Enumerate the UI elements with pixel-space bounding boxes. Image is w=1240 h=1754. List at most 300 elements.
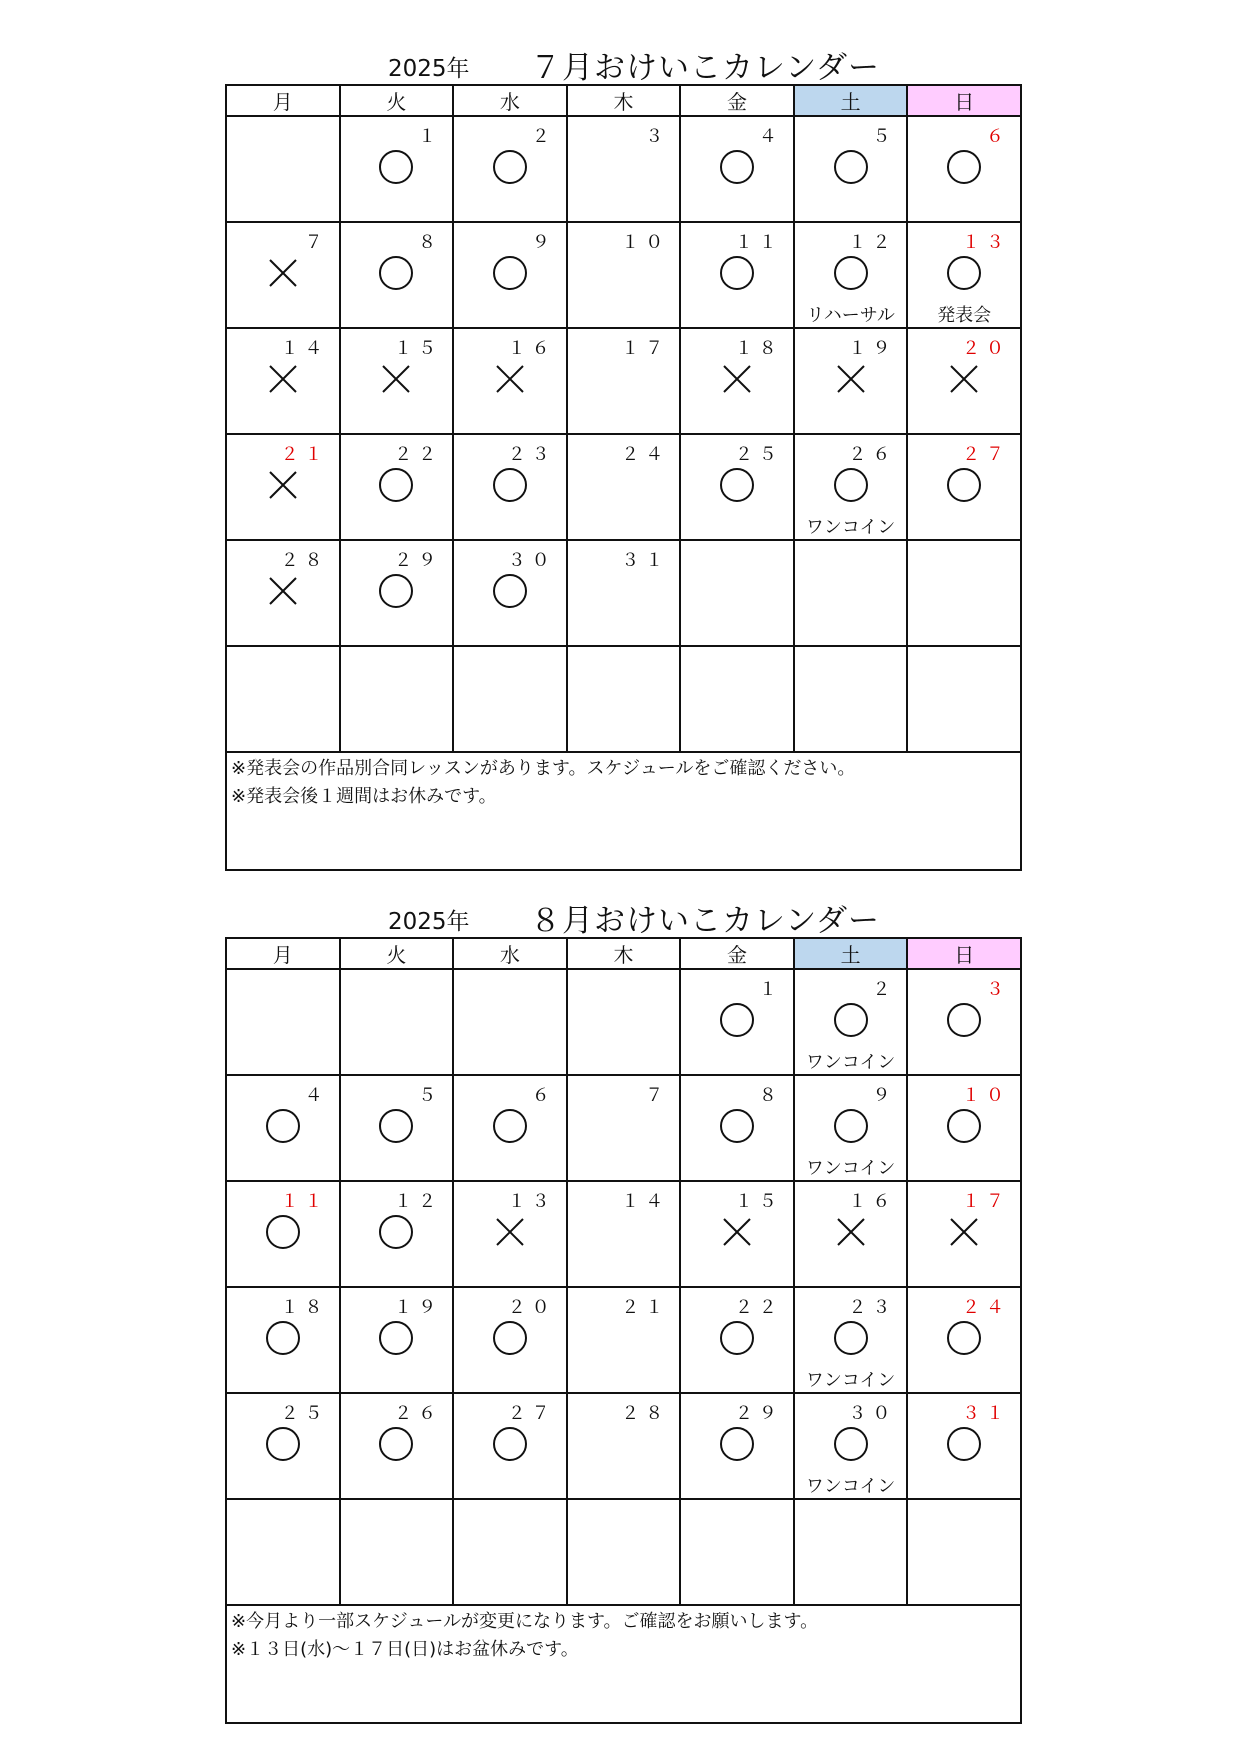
circle-icon [493, 1321, 527, 1355]
lesson-circle-icon [227, 1318, 339, 1358]
day-cell [680, 222, 794, 328]
day-cell [567, 222, 681, 328]
week-row [226, 646, 1021, 752]
circle-icon [834, 256, 868, 290]
day-cell [226, 328, 340, 434]
circle-icon [720, 1003, 754, 1037]
cross-icon [949, 364, 979, 394]
notes-box [226, 752, 1021, 870]
day-cell [794, 1287, 908, 1393]
calendar-title [225, 40, 1022, 86]
lesson-circle-icon [908, 465, 1020, 505]
day-cell [567, 646, 681, 752]
day-cell [340, 969, 454, 1075]
day-number: １７ [621, 338, 670, 359]
day-number: ９ [531, 232, 556, 253]
week-row [226, 540, 1021, 646]
cross-icon [495, 364, 525, 394]
lesson-circle-icon [681, 465, 793, 505]
circle-icon [720, 468, 754, 502]
day-cell [907, 328, 1021, 434]
circle-icon [834, 150, 868, 184]
day-number: ２３ [507, 444, 556, 465]
circle-icon [266, 1321, 300, 1355]
circle-icon [493, 150, 527, 184]
no-lesson-cross-icon [908, 359, 1020, 399]
calendar-title [225, 893, 1022, 939]
day-cell [907, 1499, 1021, 1605]
lesson-circle-icon [681, 1000, 793, 1040]
lesson-circle-icon [227, 1106, 339, 1146]
day-number: ６ [986, 126, 1010, 147]
day-number: ２ [872, 979, 897, 1000]
day-cell [907, 1181, 1021, 1287]
day-note: ワンコイン [805, 1476, 896, 1497]
day-note: ワンコイン [805, 1158, 896, 1179]
day-number: １５ [734, 1191, 783, 1212]
no-lesson-cross-icon [227, 571, 339, 611]
weekday-header: 火 [340, 85, 454, 116]
day-number: １９ [394, 1297, 443, 1318]
day-cell [453, 116, 567, 222]
weekday-header: 日 [907, 938, 1021, 969]
day-number: ２９ [734, 1403, 783, 1424]
circle-icon [720, 256, 754, 290]
day-number: ４ [304, 1085, 329, 1106]
lesson-circle-icon [795, 1424, 907, 1464]
day-cell [794, 1393, 908, 1499]
circle-icon [947, 468, 981, 502]
circle-icon [493, 256, 527, 290]
lesson-circle-icon [795, 1106, 907, 1146]
lesson-circle-icon [341, 1212, 453, 1252]
note-line: ※発表会後１週間はお休みです。 [231, 786, 497, 807]
day-cell [794, 116, 908, 222]
day-cell [680, 1393, 794, 1499]
day-cell [340, 1287, 454, 1393]
day-cell [680, 969, 794, 1075]
day-cell [680, 328, 794, 434]
day-cell [680, 646, 794, 752]
day-cell [907, 1075, 1021, 1181]
lesson-circle-icon [341, 1318, 453, 1358]
day-number: ２１ [621, 1297, 670, 1318]
circle-icon [947, 256, 981, 290]
day-cell [794, 222, 908, 328]
day-cell [226, 1393, 340, 1499]
circle-icon [947, 1427, 981, 1461]
day-number: １４ [621, 1191, 670, 1212]
weekday-header-row [226, 938, 1021, 969]
day-number: ８ [758, 1085, 783, 1106]
day-cell [453, 540, 567, 646]
lesson-circle-icon [454, 465, 566, 505]
day-number: ５ [872, 126, 897, 147]
day-number: ４ [758, 126, 783, 147]
day-cell [226, 1499, 340, 1605]
lesson-circle-icon [908, 147, 1020, 187]
day-number: ５ [418, 1085, 443, 1106]
day-note: ワンコイン [805, 1052, 896, 1073]
day-number: １３ [507, 1191, 556, 1212]
day-cell [567, 116, 681, 222]
circle-icon [834, 468, 868, 502]
no-lesson-cross-icon [227, 465, 339, 505]
day-number: １０ [962, 1085, 1010, 1106]
lesson-circle-icon [681, 1106, 793, 1146]
day-cell [226, 540, 340, 646]
day-cell [907, 1287, 1021, 1393]
lesson-circle-icon [454, 253, 566, 293]
no-lesson-cross-icon [795, 359, 907, 399]
day-number: ８ [418, 232, 443, 253]
week-row [226, 1393, 1021, 1499]
week-row [226, 434, 1021, 540]
day-cell [567, 1287, 681, 1393]
day-cell [453, 646, 567, 752]
circle-icon [379, 1321, 413, 1355]
day-cell [680, 1499, 794, 1605]
day-number: ２０ [962, 338, 1010, 359]
day-cell [453, 328, 567, 434]
lesson-circle-icon [454, 1106, 566, 1146]
circle-icon [720, 150, 754, 184]
circle-icon [720, 1427, 754, 1461]
lesson-circle-icon [341, 1424, 453, 1464]
day-number: ２５ [734, 444, 783, 465]
day-cell [340, 1181, 454, 1287]
day-cell [567, 540, 681, 646]
weekday-header: 日 [907, 85, 1021, 116]
day-number: １０ [621, 232, 670, 253]
day-cell [226, 1287, 340, 1393]
cross-icon [495, 1217, 525, 1247]
circle-icon [379, 150, 413, 184]
day-number: １６ [507, 338, 556, 359]
day-number: １６ [848, 1191, 897, 1212]
day-cell [907, 540, 1021, 646]
weekday-header: 土 [794, 85, 908, 116]
no-lesson-cross-icon [227, 253, 339, 293]
day-number: ２８ [280, 550, 329, 571]
day-cell [340, 1499, 454, 1605]
day-cell [226, 222, 340, 328]
weekday-header: 木 [567, 938, 681, 969]
day-cell [680, 1075, 794, 1181]
day-number: ７ [645, 1085, 670, 1106]
day-cell [794, 1181, 908, 1287]
day-cell [567, 1393, 681, 1499]
cross-icon [722, 364, 752, 394]
week-row [226, 1499, 1021, 1605]
no-lesson-cross-icon [681, 359, 793, 399]
weekday-header: 土 [794, 938, 908, 969]
day-number: １９ [848, 338, 897, 359]
circle-icon [834, 1321, 868, 1355]
lesson-circle-icon [908, 1000, 1020, 1040]
lesson-circle-icon [795, 253, 907, 293]
calendar-name: ８月おけいこカレンダー [530, 903, 880, 939]
weekday-header: 月 [226, 85, 340, 116]
week-row [226, 222, 1021, 328]
day-cell [567, 434, 681, 540]
day-number: ６ [531, 1085, 556, 1106]
day-cell [453, 969, 567, 1075]
lesson-circle-icon [681, 253, 793, 293]
week-row [226, 328, 1021, 434]
note-line: ※発表会の作品別合同レッスンがあります。スケジュールをご確認ください。 [231, 758, 856, 779]
day-number: ３１ [621, 550, 670, 571]
day-cell [226, 1181, 340, 1287]
day-cell [340, 434, 454, 540]
circle-icon [266, 1215, 300, 1249]
day-note: リハーサル [806, 305, 895, 326]
lesson-circle-icon [454, 147, 566, 187]
weekday-header: 木 [567, 85, 681, 116]
day-cell [680, 434, 794, 540]
cross-icon [836, 1217, 866, 1247]
lesson-circle-icon [795, 1318, 907, 1358]
day-cell [453, 1393, 567, 1499]
circle-icon [834, 1003, 868, 1037]
cross-icon [268, 576, 298, 606]
lesson-circle-icon [227, 1212, 339, 1252]
circle-icon [947, 1003, 981, 1037]
day-number: １４ [280, 338, 329, 359]
day-cell [907, 969, 1021, 1075]
circle-icon [720, 1321, 754, 1355]
no-lesson-cross-icon [227, 359, 339, 399]
day-cell [340, 328, 454, 434]
day-number: １１ [734, 232, 783, 253]
lesson-circle-icon [681, 1318, 793, 1358]
day-number: １２ [848, 232, 897, 253]
circle-icon [947, 1321, 981, 1355]
day-cell [567, 969, 681, 1075]
day-number: １１ [280, 1191, 329, 1212]
day-note: ワンコイン [805, 517, 896, 538]
weekday-header: 月 [226, 938, 340, 969]
day-number: ２９ [394, 550, 443, 571]
day-number: ３１ [962, 1403, 1010, 1424]
circle-icon [379, 574, 413, 608]
day-cell [453, 1075, 567, 1181]
day-cell [453, 1287, 567, 1393]
no-lesson-cross-icon [795, 1212, 907, 1252]
week-row [226, 1287, 1021, 1393]
day-cell [794, 540, 908, 646]
calendar-year: 2025年 [388, 909, 470, 935]
circle-icon [379, 1427, 413, 1461]
day-cell [453, 1499, 567, 1605]
cross-icon [722, 1217, 752, 1247]
august-calendar [225, 893, 1022, 1724]
cross-icon [949, 1217, 979, 1247]
weekday-header: 金 [680, 85, 794, 116]
day-number: ２８ [621, 1403, 670, 1424]
day-cell [340, 1393, 454, 1499]
day-number: ２０ [507, 1297, 556, 1318]
day-number: ２１ [280, 444, 329, 465]
lesson-circle-icon [454, 1318, 566, 1358]
day-cell [680, 116, 794, 222]
weekday-header: 水 [453, 938, 567, 969]
calendar-name: ７月おけいこカレンダー [530, 50, 880, 86]
circle-icon [834, 1427, 868, 1461]
circle-icon [493, 1427, 527, 1461]
circle-icon [947, 1109, 981, 1143]
lesson-circle-icon [908, 1424, 1020, 1464]
day-cell [567, 1499, 681, 1605]
day-number: １７ [962, 1191, 1010, 1212]
day-number: ３ [645, 126, 670, 147]
lesson-circle-icon [908, 253, 1020, 293]
day-number: ２２ [394, 444, 443, 465]
lesson-circle-icon [795, 465, 907, 505]
day-number: ３０ [848, 1403, 897, 1424]
day-number: ２３ [848, 1297, 897, 1318]
circle-icon [493, 1109, 527, 1143]
day-number: １２ [394, 1191, 443, 1212]
circle-icon [493, 468, 527, 502]
lesson-circle-icon [454, 571, 566, 611]
cross-icon [268, 258, 298, 288]
day-number: ３０ [507, 550, 556, 571]
day-cell [453, 434, 567, 540]
lesson-circle-icon [908, 1106, 1020, 1146]
day-number: ２６ [394, 1403, 443, 1424]
lesson-circle-icon [341, 465, 453, 505]
circle-icon [720, 1109, 754, 1143]
no-lesson-cross-icon [454, 1212, 566, 1252]
day-cell [794, 1075, 908, 1181]
circle-icon [493, 574, 527, 608]
no-lesson-cross-icon [681, 1212, 793, 1252]
day-number: ２ [531, 126, 556, 147]
lesson-circle-icon [908, 1318, 1020, 1358]
day-number: １８ [734, 338, 783, 359]
circle-icon [266, 1427, 300, 1461]
circle-icon [379, 468, 413, 502]
lesson-circle-icon [227, 1424, 339, 1464]
lesson-circle-icon [341, 147, 453, 187]
lesson-circle-icon [454, 1424, 566, 1464]
day-cell [794, 646, 908, 752]
circle-icon [834, 1109, 868, 1143]
lesson-circle-icon [341, 253, 453, 293]
day-number: １ [758, 979, 783, 1000]
lesson-circle-icon [341, 571, 453, 611]
day-cell [794, 434, 908, 540]
lesson-circle-icon [681, 1424, 793, 1464]
july-calendar [225, 40, 1022, 871]
day-number: ２７ [962, 444, 1010, 465]
calendar-year: 2025年 [388, 56, 470, 82]
cross-icon [268, 364, 298, 394]
day-cell [340, 540, 454, 646]
day-number: ２７ [507, 1403, 556, 1424]
circle-icon [947, 150, 981, 184]
week-row [226, 1181, 1021, 1287]
day-number: １５ [394, 338, 443, 359]
no-lesson-cross-icon [341, 359, 453, 399]
day-number: １ [418, 126, 443, 147]
day-cell [907, 222, 1021, 328]
day-cell [567, 1181, 681, 1287]
day-cell [226, 1075, 340, 1181]
day-cell [340, 116, 454, 222]
lesson-circle-icon [681, 147, 793, 187]
cross-icon [836, 364, 866, 394]
day-cell [794, 1499, 908, 1605]
circle-icon [379, 256, 413, 290]
calendar-grid [225, 84, 1022, 871]
week-row [226, 116, 1021, 222]
day-cell [907, 646, 1021, 752]
day-number: ２２ [734, 1297, 783, 1318]
day-cell [226, 646, 340, 752]
day-number: ３ [986, 979, 1010, 1000]
no-lesson-cross-icon [908, 1212, 1020, 1252]
day-cell [453, 1181, 567, 1287]
week-row [226, 1075, 1021, 1181]
day-cell [907, 434, 1021, 540]
day-cell [567, 328, 681, 434]
lesson-circle-icon [795, 147, 907, 187]
weekday-header-row [226, 85, 1021, 116]
note-line: ※１３日(水)～１７日(日)はお盆休みです。 [231, 1639, 579, 1660]
day-number: ７ [304, 232, 329, 253]
cross-icon [381, 364, 411, 394]
no-lesson-cross-icon [454, 359, 566, 399]
day-note: ワンコイン [805, 1370, 896, 1391]
day-cell [226, 434, 340, 540]
day-cell [340, 646, 454, 752]
day-cell [907, 116, 1021, 222]
day-cell [794, 969, 908, 1075]
circle-icon [379, 1109, 413, 1143]
weekday-header: 火 [340, 938, 454, 969]
day-number: ９ [872, 1085, 897, 1106]
week-row [226, 969, 1021, 1075]
day-cell [567, 1075, 681, 1181]
day-cell [340, 1075, 454, 1181]
day-cell [226, 969, 340, 1075]
lesson-circle-icon [795, 1000, 907, 1040]
day-note: 発表会 [937, 305, 992, 326]
weekday-header: 水 [453, 85, 567, 116]
day-cell [226, 116, 340, 222]
day-cell [907, 1393, 1021, 1499]
circle-icon [379, 1215, 413, 1249]
note-line: ※今月より一部スケジュールが変更になります。ご確認をお願いします。 [231, 1611, 819, 1632]
day-cell [680, 1181, 794, 1287]
weekday-header: 金 [680, 938, 794, 969]
day-number: ２４ [962, 1297, 1010, 1318]
day-number: ２６ [848, 444, 897, 465]
day-cell [340, 222, 454, 328]
day-number: ２４ [621, 444, 670, 465]
day-cell [453, 222, 567, 328]
cross-icon [268, 470, 298, 500]
notes-box [226, 1605, 1021, 1723]
day-number: ２５ [280, 1403, 329, 1424]
lesson-circle-icon [341, 1106, 453, 1146]
day-cell [794, 328, 908, 434]
day-cell [680, 540, 794, 646]
day-number: １３ [962, 232, 1010, 253]
day-cell [680, 1287, 794, 1393]
